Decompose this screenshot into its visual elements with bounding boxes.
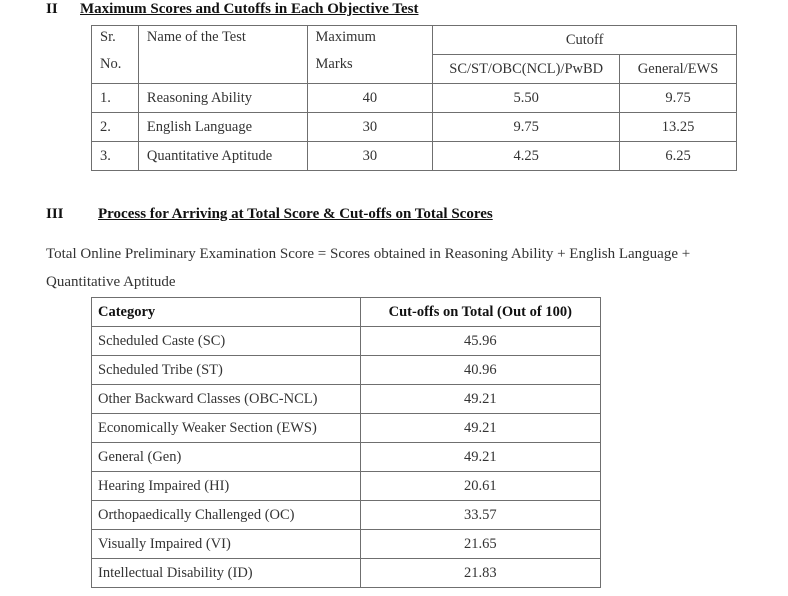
- cutoff-cell: 40.96: [360, 356, 600, 385]
- reserved-cutoff-cell: 5.50: [433, 84, 620, 113]
- table-header-row: [92, 298, 601, 327]
- reserved-cutoff-cell: 9.75: [433, 113, 620, 142]
- max-marks-header: [307, 26, 433, 84]
- table-row: [92, 472, 601, 501]
- table-row: [92, 443, 601, 472]
- sr-no-header: [92, 26, 139, 84]
- table-row: [92, 414, 601, 443]
- category-cell: Economically Weaker Section (EWS): [92, 414, 361, 443]
- cutoff-general-header: General/EWS: [620, 55, 737, 84]
- max-marks-cell: 30: [307, 142, 433, 171]
- sr-header-line2: No.: [100, 56, 122, 72]
- category-cell: Other Backward Classes (OBC-NCL): [92, 385, 361, 414]
- section-2-heading: [46, 1, 418, 18]
- table-header-row: [92, 26, 737, 55]
- section-2-number: II: [46, 1, 58, 17]
- table-row: [92, 356, 601, 385]
- general-cutoff-cell: 6.25: [620, 142, 737, 171]
- table-row: [92, 559, 601, 588]
- category-cell: Hearing Impaired (HI): [92, 472, 361, 501]
- general-cutoff-cell: 13.25: [620, 113, 737, 142]
- category-cell: Intellectual Disability (ID): [92, 559, 361, 588]
- test-name-cell: Reasoning Ability: [138, 84, 307, 113]
- table-row: [92, 327, 601, 356]
- cutoff-cell: 21.65: [360, 530, 600, 559]
- sr-header-line1: Sr.: [100, 29, 116, 45]
- section-3-title: Process for Arriving at Total Score & Cut-offs on Total Scores: [98, 206, 493, 222]
- cutoff-cell: 49.21: [360, 414, 600, 443]
- reserved-cutoff-cell: 4.25: [433, 142, 620, 171]
- category-cell: Visually Impaired (VI): [92, 530, 361, 559]
- table-row: [92, 113, 737, 142]
- table-row: [92, 530, 601, 559]
- category-cell: Scheduled Caste (SC): [92, 327, 361, 356]
- section-2-title: Maximum Scores and Cutoffs in Each Objective Test: [80, 1, 419, 17]
- cutoff-header: Cutoff: [433, 26, 737, 55]
- total-cutoff-header: Cut-offs on Total (Out of 100): [360, 298, 600, 327]
- cutoff-cell: 45.96: [360, 327, 600, 356]
- cutoff-cell: 20.61: [360, 472, 600, 501]
- cutoff-cell: 21.83: [360, 559, 600, 588]
- table-row: [92, 385, 601, 414]
- cutoff-reserved-header: SC/ST/OBC(NCL)/PwBD: [433, 55, 620, 84]
- test-name-cell: Quantitative Aptitude: [138, 142, 307, 171]
- max-header-line1: Maximum: [315, 29, 376, 45]
- max-header-line2: Marks: [315, 56, 353, 72]
- score-formula-paragraph: Total Online Preliminary Examination Score = Scores obtained in Reasoning Ability + English Language + Quantitative Aptitude: [46, 246, 691, 290]
- max-marks-cell: 40: [307, 84, 433, 113]
- sr-cell: 2.: [92, 113, 139, 142]
- objective-test-cutoff-table: [91, 25, 737, 171]
- category-cell: General (Gen): [92, 443, 361, 472]
- table-row: [92, 501, 601, 530]
- cutoff-cell: 49.21: [360, 385, 600, 414]
- table-row: [92, 142, 737, 171]
- cutoff-cell: 49.21: [360, 443, 600, 472]
- total-score-cutoff-table: [91, 297, 601, 588]
- test-name-cell: English Language: [138, 113, 307, 142]
- sr-cell: 3.: [92, 142, 139, 171]
- category-cell: Orthopaedically Challenged (OC): [92, 501, 361, 530]
- test-name-header: Name of the Test: [138, 26, 307, 84]
- category-header: Category: [92, 298, 361, 327]
- category-cell: Scheduled Tribe (ST): [92, 356, 361, 385]
- max-marks-cell: 30: [307, 113, 433, 142]
- general-cutoff-cell: 9.75: [620, 84, 737, 113]
- section-3-heading: [46, 206, 493, 223]
- section-3-number: III: [46, 206, 64, 222]
- cutoff-cell: 33.57: [360, 501, 600, 530]
- sr-cell: 1.: [92, 84, 139, 113]
- table-row: [92, 84, 737, 113]
